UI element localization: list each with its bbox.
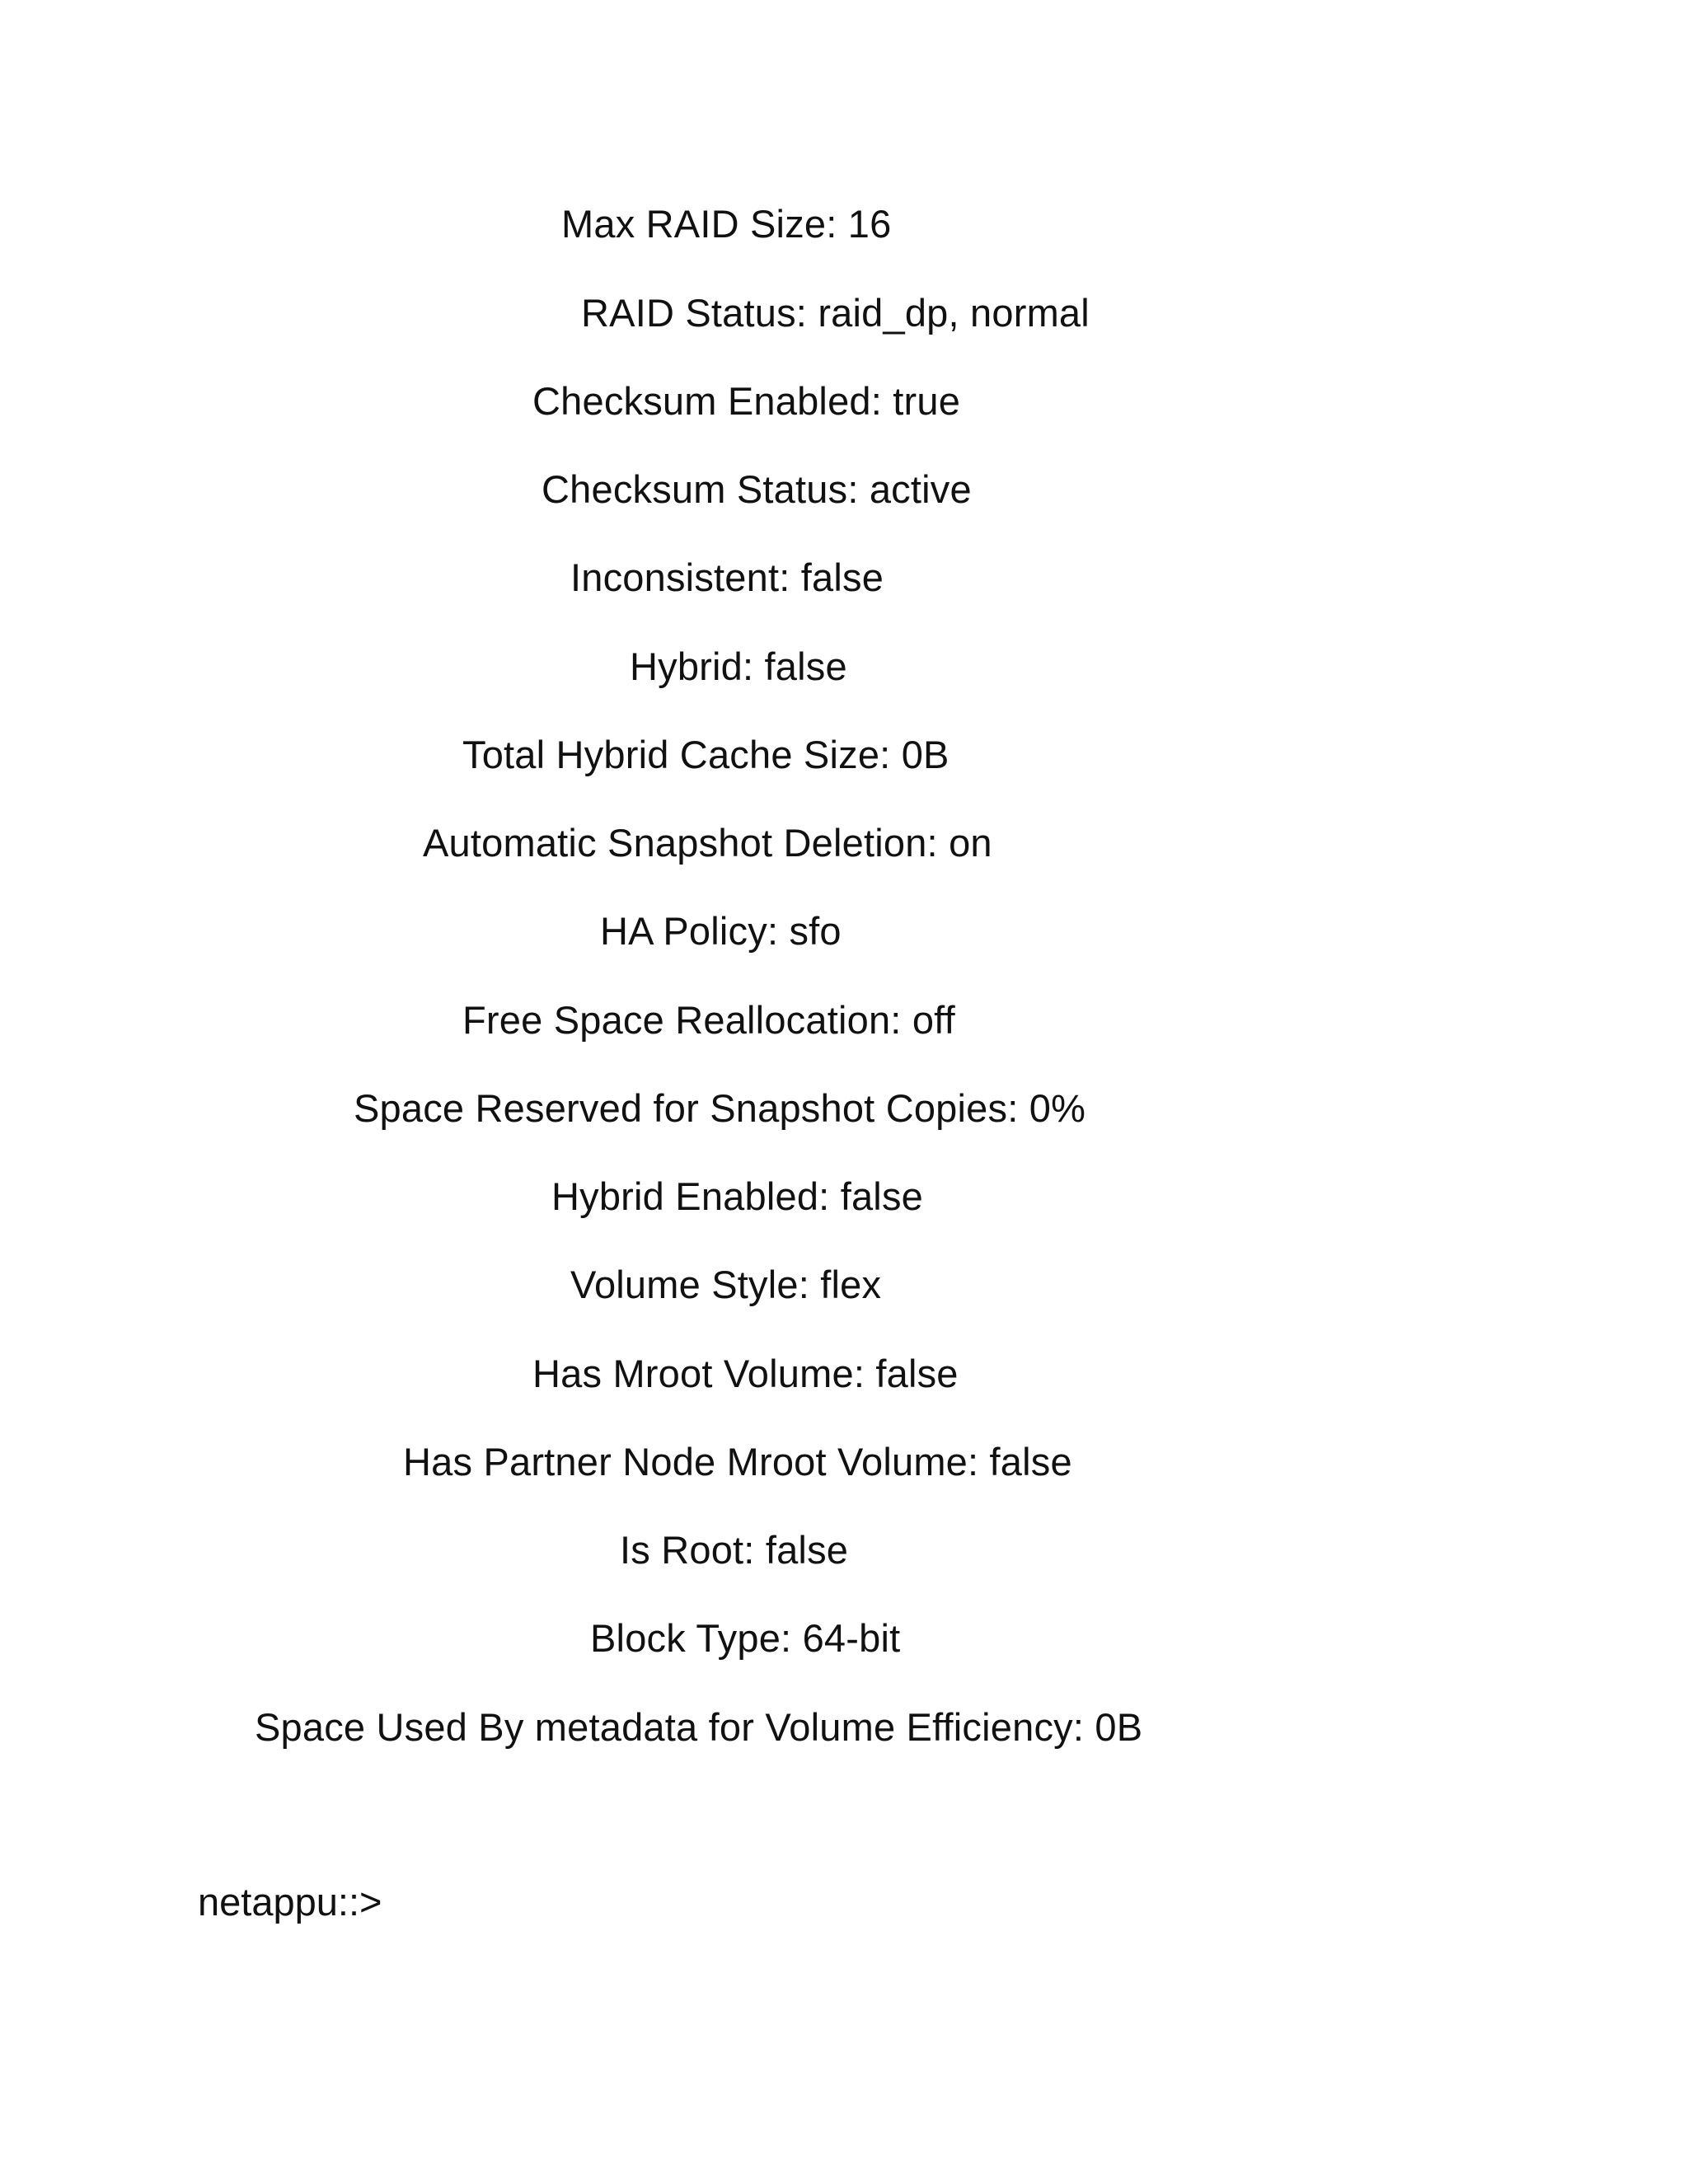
line-value: false — [800, 555, 884, 599]
line-value: false — [764, 644, 847, 688]
line-key: RAID Status : — [581, 291, 818, 335]
line-key: Inconsistent : — [570, 555, 801, 599]
line-value: true — [893, 379, 961, 423]
line-space-used-metadata — [255, 1703, 1142, 1752]
line-hybrid — [630, 642, 847, 691]
line-value: sfo — [789, 909, 842, 953]
line-key: Checksum Status : — [542, 467, 870, 511]
line-value: false — [765, 1528, 849, 1572]
line-key: Automatic Snapshot Deletion : — [423, 821, 949, 865]
line-value: false — [989, 1440, 1072, 1483]
line-block-type — [590, 1614, 900, 1663]
line-has-partner-node-mroot — [403, 1437, 1072, 1487]
line-key: Is Root : — [620, 1528, 766, 1572]
line-key: HA Policy : — [600, 909, 789, 953]
line-value: false — [840, 1174, 923, 1218]
cli-prompt: netappu::> — [198, 1880, 382, 1924]
line-checksum-status — [542, 465, 972, 514]
line-ha-policy — [600, 907, 842, 956]
line-key: Hybrid : — [630, 644, 765, 688]
line-key: Volume Style : — [570, 1263, 820, 1306]
line-key: Block Type : — [590, 1616, 803, 1660]
line-value: 64-bit — [802, 1616, 901, 1660]
line-key: Space Reserved for Snapshot Copies : — [354, 1086, 1029, 1130]
line-key: Has Mroot Volume : — [532, 1352, 875, 1395]
line-inconsistent — [570, 553, 884, 602]
line-value: 0% — [1029, 1086, 1086, 1130]
line-is-root — [620, 1526, 848, 1575]
line-value: off — [912, 998, 955, 1042]
line-value: flex — [820, 1263, 882, 1306]
line-value: active — [869, 467, 972, 511]
line-automatic-snapshot-deletion — [423, 818, 992, 868]
line-max-raid-size — [561, 199, 891, 249]
line-has-mroot-volume — [532, 1349, 959, 1399]
line-key: Hybrid Enabled : — [551, 1174, 841, 1218]
line-total-hybrid-cache-size — [462, 730, 950, 780]
line-key: Has Partner Node Mroot Volume : — [403, 1440, 990, 1483]
line-key: Checksum Enabled : — [532, 379, 893, 423]
line-key: Total Hybrid Cache Size : — [462, 733, 902, 776]
line-space-reserved-snapshot — [354, 1084, 1085, 1133]
line-value: false — [875, 1352, 959, 1395]
line-key: Max RAID Size : — [561, 202, 848, 246]
line-volume-style — [570, 1260, 881, 1310]
line-raid-status — [581, 288, 1090, 338]
line-checksum-enabled — [532, 377, 960, 426]
line-key: Space Used By metadata for Volume Efficiency : — [255, 1705, 1095, 1749]
line-value: 0B — [901, 733, 950, 776]
line-hybrid-enabled — [551, 1172, 923, 1221]
line-value: 0B — [1095, 1705, 1143, 1749]
line-value: raid_dp, normal — [818, 291, 1090, 335]
line-value: on — [949, 821, 992, 865]
line-value: 16 — [847, 202, 892, 246]
line-key: Free Space Reallocation : — [462, 998, 912, 1042]
line-free-space-reallocation — [462, 996, 955, 1045]
